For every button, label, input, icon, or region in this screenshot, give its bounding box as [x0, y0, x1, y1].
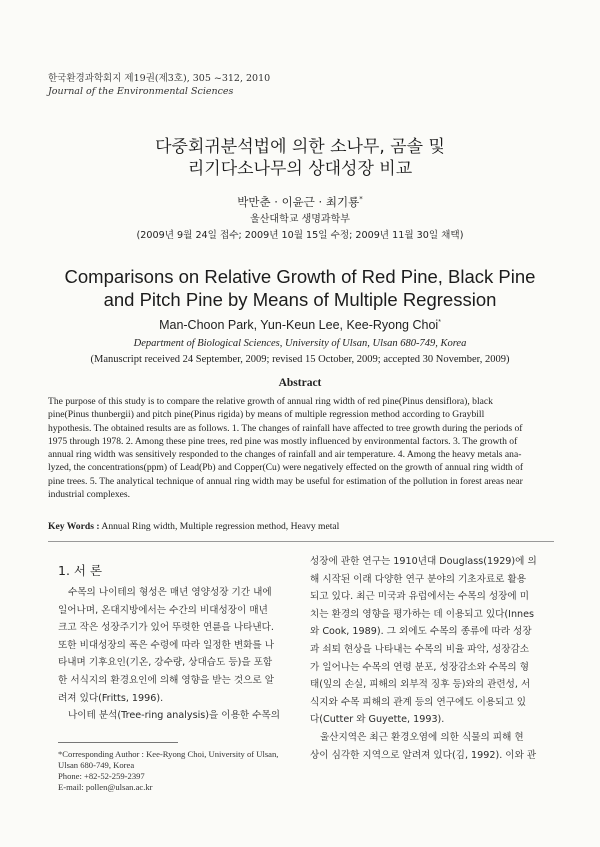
- body-line: 태(잎의 손실, 피해의 외부적 징후 등)와의 관련성, 서: [310, 679, 531, 691]
- english-authors: Man-Choon Park, Yun-Keun Lee, Kee-Ryong Choi*: [159, 318, 441, 332]
- footnote-rule: [58, 742, 178, 743]
- abstract-line: industrial complexes.: [48, 489, 131, 501]
- body-line: 울산지역은 최근 환경오염에 의한 식물의 피해 현: [320, 731, 524, 743]
- abstract-line: lyzed, the concentrations(ppm) of Lead(Pb) and Copper(Cu) were negatively effected on the growth of annual ring width of: [48, 462, 524, 474]
- english-dates: (Manuscript received 24 September, 2009; revised 15 October, 2009; accepted 30 November, 2009): [90, 354, 510, 365]
- keywords: [48, 521, 554, 532]
- abstract-line: 1975 through 1978. 2. Among these pine trees, red pine was mostly influenced by environmental factors. 3. The growth of: [48, 435, 518, 447]
- footnote-line: E-mail: pollen@ulsan.ac.kr: [58, 782, 153, 792]
- body-line: 가 일어나는 수목의 연령 분포, 성장감소와 수목의 형: [310, 661, 530, 673]
- korean-authors: 박만춘 · 이윤근 · 최기룡*: [237, 195, 363, 209]
- body-line: 일어나며, 온대지방에서는 수간의 비대성장이 매년: [58, 604, 268, 616]
- body-line: 성장에 관한 연구는 1910년대 Douglass(1929)에 의: [310, 556, 537, 567]
- footnote-line: Phone: +82-52-259-2397: [58, 771, 145, 781]
- english-title-line1: Comparisons on Relative Growth of Red Pine, Black Pine: [64, 266, 536, 287]
- footnote-line: *Corresponding Author : Kee-Ryong Choi, University of Ulsan,: [58, 749, 279, 759]
- body-line: 상이 심각한 지역으로 알려져 있다(김, 1992). 이와 관: [310, 749, 537, 761]
- footnote: [58, 749, 298, 793]
- body-line: 해 시작된 이래 다양한 연구 분야의 기초자료로 활용: [310, 573, 526, 585]
- body-line: 나이테 분석(Tree-ring analysis)을 이용한 수목의: [68, 710, 280, 722]
- english-affiliation: Department of Biological Sciences, University of Ulsan, Ulsan 680-749, Korea: [133, 338, 467, 349]
- journal-name: Journal of the Environmental Sciences: [48, 86, 234, 97]
- body-line: 수목의 나이테의 형성은 매년 영양성장 기간 내에: [68, 587, 272, 598]
- abstract-line: pine(Pinus thunbergii) and pitch pine(Pinus rigida) by means of multiple regression method according to Graybill: [48, 409, 485, 421]
- body-line: 치는 환경의 영향을 평가하는 데 이용되고 있다(Innes: [310, 608, 535, 620]
- abstract-line: annual ring width was sensitively responded to the changes of rainfall and air temperature. 4. Among the heavy metals ana-: [48, 449, 522, 461]
- english-title-line2: and Pitch Pine by Means of Multiple Regression: [103, 289, 497, 310]
- body-line: 와 Cook, 1989). 그 외에도 수목의 종류에 따라 성장: [310, 626, 532, 638]
- body-line: 한 서식지의 환경요인에 의해 영향을 받는 것으로 알: [58, 674, 274, 686]
- body-line: 크고 작은 성장주기가 있어 뚜렷한 연륜을 나타낸다.: [58, 622, 274, 634]
- korean-dates: (2009년 9월 24일 접수; 2009년 10월 15일 수정; 2009년 11월 30일 채택): [136, 230, 464, 241]
- body-line: 타내며 기후요인(기온, 강수량, 상대습도 등)을 포함: [58, 657, 273, 669]
- left-column: [58, 584, 293, 725]
- body-line: 또한 비대성장의 폭은 수령에 따라 일정한 변화를 나: [58, 639, 274, 651]
- keywords-label: Key Words :: [48, 521, 100, 532]
- abstract-heading: Abstract: [278, 377, 322, 389]
- korean-title-line2: 리기다소나무의 상대성장 비교: [187, 159, 413, 179]
- korean-affiliation: 울산대학교 생명과학부: [250, 214, 350, 225]
- abstract-line: hypothesis. The obtained results are as follows. 1. The changes of rainfall have affected to tree growth during the periods of: [48, 422, 523, 434]
- divider: [48, 541, 554, 542]
- abstract-body: [48, 395, 554, 501]
- abstract-line: pine trees. 5. The analytical technique of annual ring width may be useful for estimation of the pollution in forest areas near: [48, 475, 523, 487]
- body-line: 되고 있다. 최근 미국과 유럽에서는 수목의 성장에 미: [310, 591, 530, 603]
- section-heading: 1. 서 론: [58, 563, 103, 578]
- korean-title-line1: 다중회귀분석법에 의한 소나무, 곰솔 및: [155, 137, 445, 157]
- body-line: 려져 있다(Fritts, 1996).: [58, 692, 164, 704]
- footnote-line: Ulsan 680-749, Korea: [58, 760, 135, 770]
- body-line: 다(Cutter 와 Guyette, 1993).: [310, 714, 445, 726]
- right-column: [310, 553, 554, 764]
- journal-citation: 한국환경과학회지 제19권(제3호), 305 ~312, 2010: [48, 73, 271, 84]
- abstract-line: The purpose of this study is to compare the relative growth of annual ring width of red pine(Pinus densiflora), black: [48, 396, 493, 407]
- body-line: 과 쇠퇴 현상을 나타내는 수목의 비율 파악, 성장감소: [310, 643, 530, 655]
- body-line: 식지와 수목 피해의 관계 등의 연구에도 이용되고 있: [310, 696, 526, 708]
- keywords-text: Annual Ring width, Multiple regression method, Heavy metal: [99, 521, 340, 532]
